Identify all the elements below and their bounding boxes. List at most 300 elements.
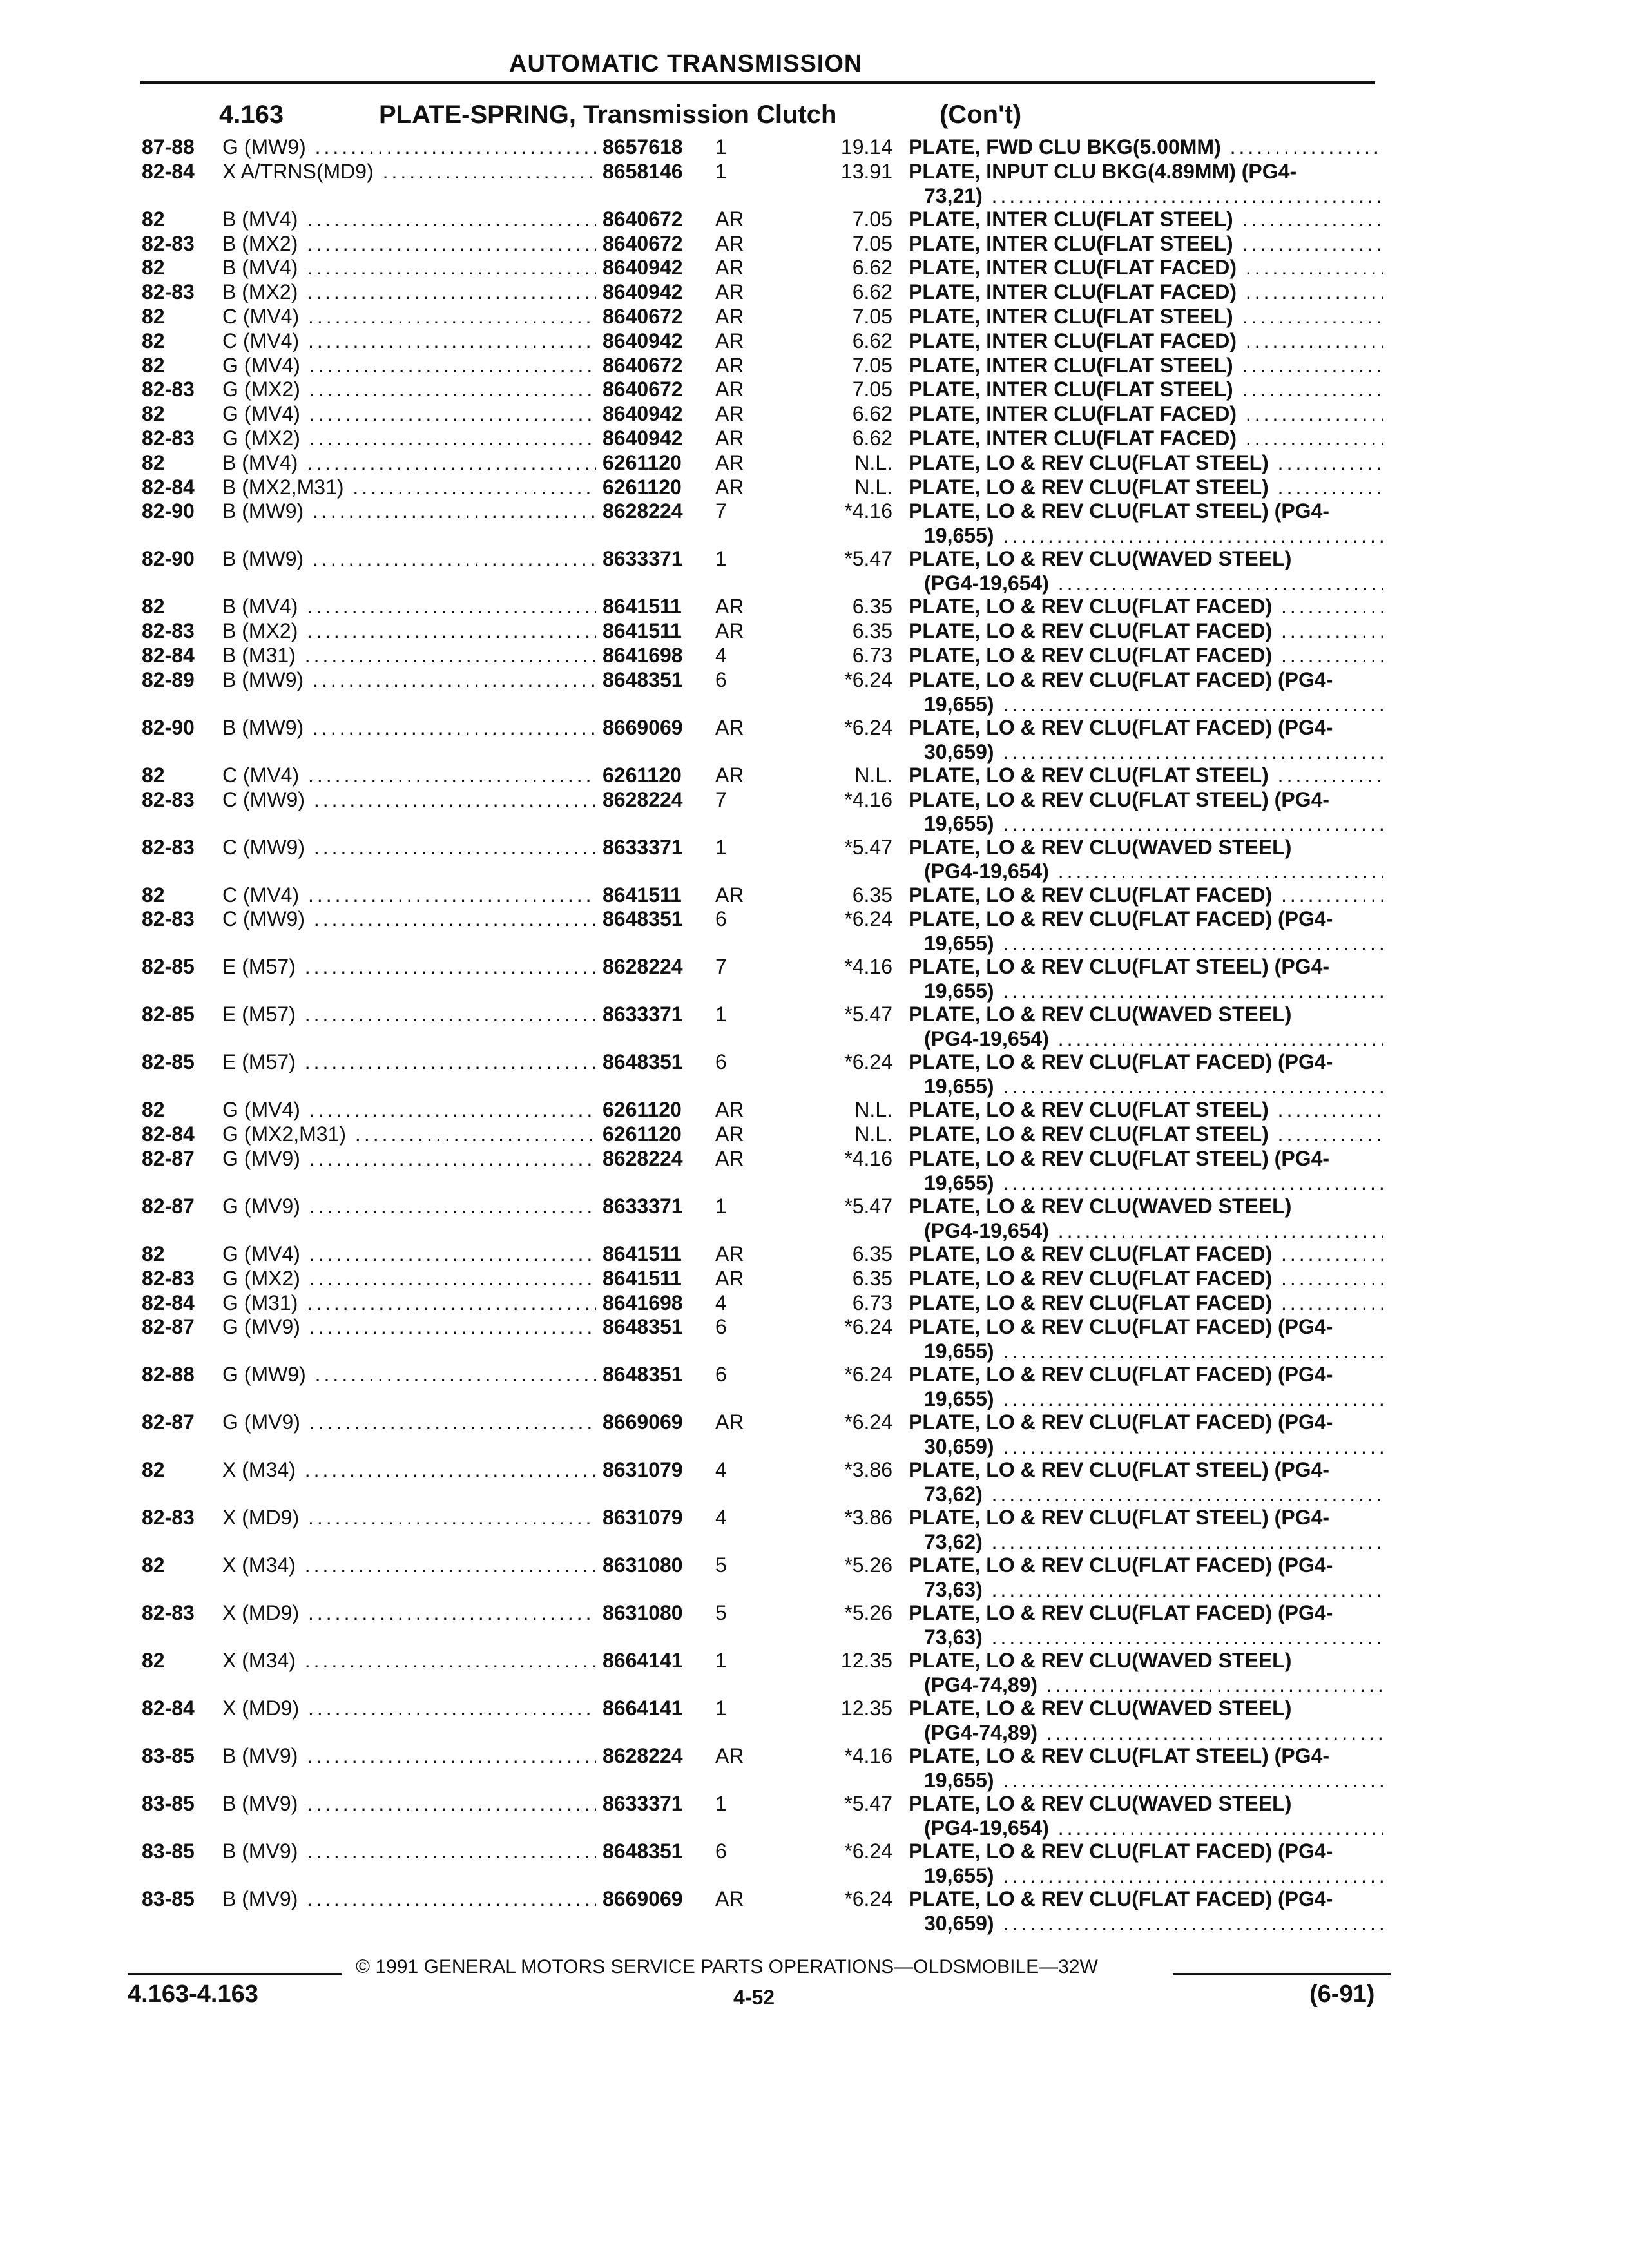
part-number: 8628224 — [596, 1744, 720, 1769]
quantity: AR — [715, 378, 744, 401]
part-number: 8640942 — [596, 280, 720, 305]
description-continuation: 19,655) ..... — [909, 812, 1383, 836]
quantity: AR — [715, 426, 744, 450]
description-continuation: 19,655) ..... — [909, 1171, 1383, 1196]
part-number: 8628224 — [596, 788, 720, 812]
description-line: PLATE, LO & REV CLU(FLAT STEEL) (PG4- — [909, 787, 1330, 811]
quantity: 4 — [715, 1291, 727, 1314]
table-row — [142, 1003, 1376, 1050]
price: 6.62 — [852, 256, 892, 280]
description-continuation: 19,655) ..... — [909, 693, 1383, 717]
description-line: PLATE, FWD CLU BKG(5.00MM) ..... — [909, 135, 1383, 160]
body-code: B (MW9) ..... — [222, 716, 713, 740]
part-number: 8641511 — [596, 883, 720, 908]
quantity: 6 — [715, 907, 727, 931]
footer-rule-right — [1173, 1973, 1391, 1975]
table-row — [142, 788, 1376, 836]
body-code: G (MW9) ..... — [222, 1363, 713, 1387]
table-row — [142, 1887, 1376, 1935]
description — [909, 619, 1383, 644]
body-code: G (MX2,M31) ..... — [222, 1122, 713, 1147]
description-line: PLATE, LO & REV CLU(FLAT STEEL) (PG4- — [909, 1146, 1330, 1170]
model-years: 82-87 — [142, 1315, 195, 1339]
table-row — [142, 1792, 1376, 1840]
body-code: C (MV4) ..... — [222, 883, 713, 908]
description-line: PLATE, LO & REV CLU(FLAT FACED) (PG4- — [909, 715, 1333, 739]
table-row — [142, 1696, 1376, 1744]
table-row — [142, 1840, 1376, 1887]
description-line: PLATE, LO & REV CLU(FLAT FACED) (PG4- — [909, 907, 1333, 931]
quantity: 7 — [715, 787, 727, 811]
part-number: 8640672 — [596, 207, 720, 232]
quantity: AR — [715, 715, 744, 739]
price: *4.16 — [844, 499, 892, 523]
table-row — [142, 207, 1376, 232]
description-line: PLATE, LO & REV CLU(FLAT FACED) (PG4- — [909, 1887, 1333, 1911]
table-row — [142, 354, 1376, 378]
description-line: PLATE, LO & REV CLU(FLAT STEEL) (PG4- — [909, 1744, 1330, 1768]
price: N.L. — [854, 1098, 892, 1122]
description — [909, 788, 1383, 837]
part-number: 6261120 — [596, 1122, 720, 1147]
price: *5.47 — [844, 835, 892, 859]
quantity: AR — [715, 304, 744, 328]
price: *5.26 — [844, 1553, 892, 1577]
quantity: AR — [715, 763, 744, 787]
part-number: 8640672 — [596, 354, 720, 378]
part-number: 8631079 — [596, 1506, 720, 1530]
body-code: G (MV9) ..... — [222, 1315, 713, 1340]
price: 6.73 — [852, 643, 892, 667]
footer-date: (6-91) — [1309, 1981, 1375, 2008]
description — [909, 1887, 1383, 1936]
table-row — [142, 716, 1376, 764]
model-years: 82-84 — [142, 475, 195, 499]
price: 6.35 — [852, 1242, 892, 1265]
quantity: AR — [715, 619, 744, 643]
quantity: 5 — [715, 1601, 727, 1625]
description-continuation: 19,655) ..... — [909, 1075, 1383, 1099]
table-row — [142, 329, 1376, 354]
part-number: 8669069 — [596, 1410, 720, 1435]
part-number: 8640672 — [596, 232, 720, 256]
model-years: 82-85 — [142, 1003, 195, 1026]
body-code: G (MX2) ..... — [222, 378, 713, 402]
description — [909, 354, 1383, 378]
table-row — [142, 1291, 1376, 1316]
model-years: 82-87 — [142, 1146, 195, 1170]
model-years: 87-88 — [142, 135, 195, 159]
description-line: PLATE, LO & REV CLU(FLAT FACED) ..... — [909, 1242, 1383, 1267]
description-line: PLATE, INTER CLU(FLAT FACED) ..... — [909, 427, 1383, 451]
table-row — [142, 1122, 1376, 1147]
model-years: 82-90 — [142, 715, 195, 739]
table-row — [142, 1050, 1376, 1098]
description — [909, 427, 1383, 451]
model-years: 83-85 — [142, 1744, 195, 1768]
part-number: 8631080 — [596, 1553, 720, 1578]
model-years: 82 — [142, 1649, 165, 1673]
quantity: AR — [715, 402, 744, 426]
price: 6.62 — [852, 280, 892, 304]
body-code: X (M34) ..... — [222, 1553, 713, 1578]
description-continuation: (PG4-74,89) ..... — [909, 1721, 1383, 1745]
description — [909, 1458, 1383, 1507]
quantity: AR — [715, 256, 744, 280]
body-code: C (MV4) ..... — [222, 764, 713, 788]
description — [909, 280, 1383, 305]
table-row — [142, 1744, 1376, 1792]
description-continuation: 19,655) ..... — [909, 932, 1383, 956]
body-code: B (MX2,M31) ..... — [222, 476, 713, 500]
body-code: B (MV4) ..... — [222, 451, 713, 476]
table-row — [142, 280, 1376, 305]
price: *6.24 — [844, 1363, 892, 1387]
page-title: AUTOMATIC TRANSMISSION — [509, 50, 863, 77]
part-number: 8664141 — [596, 1649, 720, 1673]
description-line: PLATE, INTER CLU(FLAT STEEL) ..... — [909, 354, 1383, 378]
description-line: PLATE, LO & REV CLU(FLAT FACED) ..... — [909, 883, 1383, 908]
quantity: AR — [715, 231, 744, 255]
table-row — [142, 232, 1376, 256]
part-number: 8640942 — [596, 402, 720, 427]
price: 6.62 — [852, 426, 892, 450]
body-code: G (MV4) ..... — [222, 1242, 713, 1267]
description-line: PLATE, INTER CLU(FLAT FACED) ..... — [909, 329, 1383, 354]
description — [909, 907, 1383, 956]
part-number: 8640672 — [596, 305, 720, 329]
price: 6.62 — [852, 402, 892, 426]
description-line: PLATE, INTER CLU(FLAT STEEL) ..... — [909, 207, 1383, 232]
description — [909, 595, 1383, 619]
model-years: 82-87 — [142, 1410, 195, 1434]
table-row — [142, 1098, 1376, 1122]
part-number: 8633371 — [596, 1792, 720, 1816]
model-years: 82 — [142, 402, 165, 426]
description-continuation: (PG4-19,654) ..... — [909, 572, 1383, 596]
part-number: 6261120 — [596, 1098, 720, 1122]
table-row — [142, 955, 1376, 1003]
quantity: AR — [715, 1266, 744, 1290]
part-number: 8640942 — [596, 427, 720, 451]
description — [909, 547, 1383, 596]
description-line: PLATE, LO & REV CLU(FLAT FACED) (PG4- — [909, 668, 1333, 691]
price: 7.05 — [852, 304, 892, 328]
part-number: 8641511 — [596, 1267, 720, 1291]
table-row — [142, 1649, 1376, 1696]
body-code: E (M57) ..... — [222, 1003, 713, 1027]
part-number: 8633371 — [596, 836, 720, 860]
body-code: E (M57) ..... — [222, 1050, 713, 1075]
model-years: 82-84 — [142, 1291, 195, 1314]
model-years: 82-83 — [142, 1266, 195, 1290]
description-line: PLATE, LO & REV CLU(FLAT STEEL) (PG4- — [909, 955, 1330, 979]
table-row — [142, 402, 1376, 427]
description — [909, 1050, 1383, 1099]
description — [909, 1363, 1383, 1412]
price: 6.35 — [852, 883, 892, 907]
part-number: 8628224 — [596, 499, 720, 524]
price: 12.35 — [840, 1649, 892, 1673]
part-number: 8628224 — [596, 955, 720, 979]
body-code: C (MV4) ..... — [222, 329, 713, 354]
part-number: 8633371 — [596, 1003, 720, 1027]
part-number: 8669069 — [596, 716, 720, 740]
model-years: 82-83 — [142, 907, 195, 931]
footer-section-range: 4.163-4.163 — [128, 1981, 258, 2008]
quantity: 1 — [715, 1194, 727, 1218]
part-number: 6261120 — [596, 451, 720, 476]
description-line: PLATE, LO & REV CLU(WAVED STEEL) — [909, 1003, 1292, 1026]
table-row — [142, 305, 1376, 329]
quantity: 1 — [715, 1649, 727, 1673]
quantity: 1 — [715, 547, 727, 571]
description-line: PLATE, INTER CLU(FLAT STEEL) ..... — [909, 378, 1383, 402]
section-number: 4.163 — [219, 101, 284, 129]
body-code: B (MV9) ..... — [222, 1744, 713, 1769]
body-code: C (MW9) ..... — [222, 836, 713, 860]
table-row — [142, 836, 1376, 883]
body-code: C (MV4) ..... — [222, 305, 713, 329]
part-number: 8641511 — [596, 595, 720, 619]
description — [909, 1553, 1383, 1602]
price: *4.16 — [844, 1744, 892, 1768]
description-line: PLATE, LO & REV CLU(FLAT FACED) (PG4- — [909, 1601, 1333, 1625]
description-line: PLATE, LO & REV CLU(FLAT STEEL) (PG4- — [909, 499, 1330, 523]
table-row — [142, 378, 1376, 402]
description-line: PLATE, LO & REV CLU(WAVED STEEL) — [909, 1696, 1292, 1720]
description — [909, 1098, 1383, 1122]
body-code: G (MW9) ..... — [222, 135, 713, 160]
part-number: 8628224 — [596, 1147, 720, 1171]
description-line: PLATE, INTER CLU(FLAT FACED) ..... — [909, 402, 1383, 427]
description-line: PLATE, INTER CLU(FLAT FACED) ..... — [909, 256, 1383, 280]
price: *6.24 — [844, 1840, 892, 1863]
table-row — [142, 135, 1376, 160]
description — [909, 1122, 1383, 1147]
part-number: 8640672 — [596, 378, 720, 402]
quantity: AR — [715, 1242, 744, 1265]
price: 7.05 — [852, 378, 892, 401]
description-line: PLATE, LO & REV CLU(FLAT STEEL) (PG4- — [909, 1506, 1330, 1530]
description-line: PLATE, LO & REV CLU(FLAT FACED) (PG4- — [909, 1410, 1333, 1434]
part-number: 6261120 — [596, 476, 720, 500]
price: *5.47 — [844, 1792, 892, 1816]
quantity: AR — [715, 280, 744, 304]
body-code: B (MW9) ..... — [222, 499, 713, 524]
description-line: PLATE, LO & REV CLU(WAVED STEEL) — [909, 1194, 1292, 1218]
model-years: 83-85 — [142, 1840, 195, 1863]
body-code: B (MX2) ..... — [222, 280, 713, 305]
table-row — [142, 547, 1376, 595]
body-code: X (MD9) ..... — [222, 1601, 713, 1626]
model-years: 82-88 — [142, 1363, 195, 1387]
quantity: 5 — [715, 1553, 727, 1577]
part-number: 8640942 — [596, 256, 720, 280]
model-years: 82-83 — [142, 231, 195, 255]
description-line: PLATE, LO & REV CLU(WAVED STEEL) — [909, 1649, 1292, 1673]
body-code: G (MV4) ..... — [222, 354, 713, 378]
quantity: 6 — [715, 1315, 727, 1339]
price: *5.47 — [844, 547, 892, 571]
description — [909, 1744, 1383, 1793]
part-number: 8669069 — [596, 1887, 720, 1912]
body-code: E (M57) ..... — [222, 955, 713, 979]
description — [909, 1696, 1383, 1745]
model-years: 82 — [142, 1098, 165, 1122]
quantity: 7 — [715, 955, 727, 979]
table-row — [142, 427, 1376, 451]
part-number: 8633371 — [596, 1195, 720, 1219]
description-line: PLATE, LO & REV CLU(FLAT FACED) ..... — [909, 644, 1383, 668]
model-years: 82 — [142, 256, 165, 280]
price: 7.05 — [852, 231, 892, 255]
description-line: PLATE, LO & REV CLU(FLAT FACED) (PG4- — [909, 1315, 1333, 1339]
body-code: X (M34) ..... — [222, 1649, 713, 1673]
quantity: 6 — [715, 1363, 727, 1387]
body-code: G (MV4) ..... — [222, 402, 713, 427]
description-continuation: 73,62) ..... — [909, 1530, 1383, 1555]
quantity: 4 — [715, 1458, 727, 1482]
table-row — [142, 619, 1376, 644]
body-code: B (MV9) ..... — [222, 1887, 713, 1912]
description-line: PLATE, LO & REV CLU(FLAT STEEL) (PG4- — [909, 1458, 1330, 1482]
body-code: B (MV4) ..... — [222, 595, 713, 619]
table-row — [142, 451, 1376, 476]
price: 19.14 — [840, 135, 892, 159]
section-continued: (Con't) — [940, 101, 1022, 129]
description — [909, 451, 1383, 476]
price: *6.24 — [844, 907, 892, 931]
model-years: 83-85 — [142, 1792, 195, 1816]
price: *3.86 — [844, 1506, 892, 1530]
description — [909, 1267, 1383, 1291]
price: *6.24 — [844, 1887, 892, 1911]
description-line: PLATE, LO & REV CLU(FLAT STEEL) ..... — [909, 764, 1383, 788]
part-number: 8658146 — [596, 160, 720, 184]
model-years: 82-90 — [142, 499, 195, 523]
price: 6.35 — [852, 1266, 892, 1290]
price: 6.35 — [852, 619, 892, 643]
model-years: 82 — [142, 763, 165, 787]
price: 7.05 — [852, 207, 892, 231]
model-years: 82-83 — [142, 619, 195, 643]
body-code: B (MV4) ..... — [222, 256, 713, 280]
price: *5.26 — [844, 1601, 892, 1625]
price: *5.47 — [844, 1194, 892, 1218]
description-line: PLATE, LO & REV CLU(FLAT FACED) ..... — [909, 1291, 1383, 1316]
description-line: PLATE, LO & REV CLU(FLAT STEEL) ..... — [909, 1122, 1383, 1147]
part-number: 8657618 — [596, 135, 720, 160]
description — [909, 305, 1383, 329]
description-line: PLATE, INPUT CLU BKG(4.89MM) (PG4- — [909, 159, 1297, 183]
price: *4.16 — [844, 1146, 892, 1170]
price: 6.73 — [852, 1291, 892, 1314]
quantity: AR — [715, 1122, 744, 1146]
table-row — [142, 1147, 1376, 1195]
price: *3.86 — [844, 1458, 892, 1482]
description-continuation: (PG4-19,654) ..... — [909, 860, 1383, 884]
description-continuation: 30,659) ..... — [909, 1435, 1383, 1459]
table-row — [142, 907, 1376, 955]
table-row — [142, 668, 1376, 716]
part-number: 8631080 — [596, 1601, 720, 1626]
model-years: 82-84 — [142, 1696, 195, 1720]
model-years: 82-87 — [142, 1194, 195, 1218]
table-row — [142, 1410, 1376, 1458]
model-years: 83-85 — [142, 1887, 195, 1911]
model-years: 82-90 — [142, 547, 195, 571]
description — [909, 1291, 1383, 1316]
copyright-line: © 1991 GENERAL MOTORS SERVICE PARTS OPERATIONS—OLDSMOBILE—32W — [356, 1956, 1098, 1977]
description — [909, 329, 1383, 354]
description-line: PLATE, LO & REV CLU(FLAT STEEL) ..... — [909, 476, 1383, 500]
description-line: PLATE, LO & REV CLU(WAVED STEEL) — [909, 1792, 1292, 1816]
quantity: AR — [715, 595, 744, 619]
description — [909, 955, 1383, 1004]
description — [909, 402, 1383, 427]
model-years: 82-84 — [142, 159, 195, 183]
description — [909, 1840, 1383, 1888]
model-years: 82 — [142, 304, 165, 328]
description — [909, 378, 1383, 402]
body-code: G (MX2) ..... — [222, 427, 713, 451]
quantity: 1 — [715, 835, 727, 859]
body-code: G (M31) ..... — [222, 1291, 713, 1316]
price: *5.47 — [844, 1003, 892, 1026]
part-number: 8648351 — [596, 907, 720, 932]
description-line: PLATE, LO & REV CLU(FLAT FACED) ..... — [909, 619, 1383, 644]
table-row — [142, 256, 1376, 280]
quantity: 6 — [715, 1050, 727, 1074]
price: 12.35 — [840, 1696, 892, 1720]
description-continuation: 73,63) ..... — [909, 1578, 1383, 1602]
body-code: B (MX2) ..... — [222, 619, 713, 644]
model-years: 82 — [142, 1553, 165, 1577]
part-number: 8648351 — [596, 1315, 720, 1340]
description-line: PLATE, LO & REV CLU(FLAT FACED) (PG4- — [909, 1050, 1333, 1074]
description — [909, 836, 1383, 885]
description — [909, 499, 1383, 548]
body-code: X (M34) ..... — [222, 1458, 713, 1483]
quantity: AR — [715, 883, 744, 907]
model-years: 82-83 — [142, 426, 195, 450]
description-line: PLATE, INTER CLU(FLAT STEEL) ..... — [909, 305, 1383, 329]
model-years: 82-84 — [142, 643, 195, 667]
table-row — [142, 1458, 1376, 1506]
body-code: X (MD9) ..... — [222, 1506, 713, 1530]
body-code: G (MV9) ..... — [222, 1195, 713, 1219]
price: 13.91 — [840, 159, 892, 183]
table-row — [142, 1363, 1376, 1410]
price: N.L. — [854, 763, 892, 787]
quantity: AR — [715, 475, 744, 499]
description — [909, 716, 1383, 765]
description-line: PLATE, LO & REV CLU(FLAT FACED) (PG4- — [909, 1363, 1333, 1387]
model-years: 82-89 — [142, 668, 195, 691]
description — [909, 232, 1383, 256]
table-row — [142, 1553, 1376, 1601]
description — [909, 764, 1383, 788]
description-continuation: 19,655) ..... — [909, 1769, 1383, 1793]
description-continuation: 19,655) ..... — [909, 979, 1383, 1004]
quantity: 4 — [715, 1506, 727, 1530]
description — [909, 1242, 1383, 1267]
model-years: 82 — [142, 207, 165, 231]
model-years: 82-83 — [142, 280, 195, 304]
quantity: AR — [715, 353, 744, 377]
quantity: 1 — [715, 1696, 727, 1720]
